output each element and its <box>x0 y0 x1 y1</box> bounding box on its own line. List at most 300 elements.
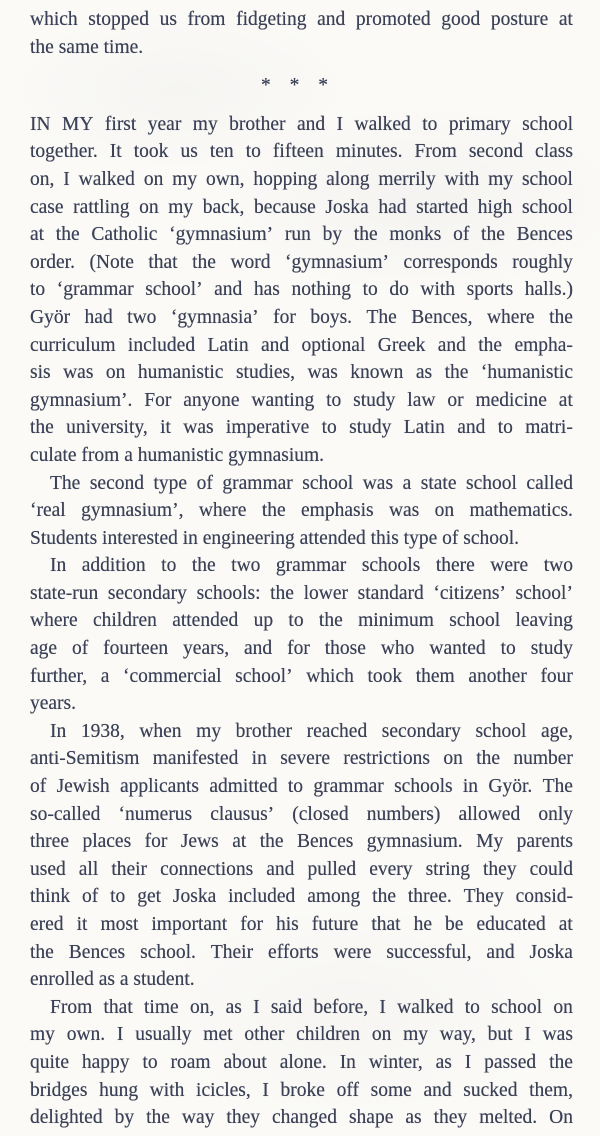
word: case <box>30 196 64 218</box>
word: gymnasium’. <box>30 389 133 411</box>
word: promoted <box>355 9 431 30</box>
word: another <box>468 665 527 687</box>
word: at <box>558 389 573 411</box>
word: the <box>146 1107 170 1129</box>
word: Bences <box>68 941 126 963</box>
word: my <box>192 113 218 135</box>
word: important <box>151 914 228 935</box>
word: their <box>111 858 148 880</box>
word: and <box>437 334 466 356</box>
word: wanting <box>251 389 315 411</box>
word: Joska <box>325 196 369 218</box>
word: and <box>296 113 326 135</box>
word: started <box>416 196 469 218</box>
word: the <box>261 500 286 522</box>
word: on <box>553 996 573 1018</box>
word: along <box>326 168 370 190</box>
word: as <box>415 362 433 384</box>
word: he <box>413 914 433 935</box>
word: university, <box>66 417 148 439</box>
word: ‘grammar <box>56 279 134 301</box>
word: monks <box>389 224 442 246</box>
word: merrily <box>378 168 436 190</box>
word: of <box>30 776 47 798</box>
word: with <box>149 1079 185 1101</box>
word: (closed <box>292 803 349 825</box>
word: to <box>422 113 438 135</box>
word: be <box>445 914 464 935</box>
word: two <box>127 306 157 328</box>
word: roughly <box>512 251 573 273</box>
word: future <box>311 914 359 935</box>
text-line: years. <box>30 693 77 715</box>
word: Latin <box>403 417 445 439</box>
word: ‘gymnasium’ <box>169 224 274 246</box>
word: leaving <box>515 610 573 632</box>
word: on <box>139 196 159 218</box>
word: schools <box>394 776 453 798</box>
word: sports <box>466 279 514 301</box>
word: school <box>521 168 573 190</box>
word: It <box>109 141 122 163</box>
word: met <box>203 1024 233 1046</box>
word: called <box>526 472 573 494</box>
word: was <box>63 362 94 384</box>
word: matri- <box>525 417 573 439</box>
text-line <box>30 138 573 166</box>
word: that <box>371 914 401 935</box>
word: school <box>449 610 501 632</box>
word: three <box>30 831 69 853</box>
word: 1938, <box>80 720 125 742</box>
word: to <box>30 279 46 301</box>
text-line <box>30 911 573 939</box>
word: on <box>143 168 164 190</box>
word: consid- <box>515 886 573 908</box>
word: ered <box>30 914 64 935</box>
text-line <box>30 6 573 34</box>
word: they <box>483 858 517 880</box>
word: string <box>425 858 470 880</box>
word: in <box>462 776 479 798</box>
paragraph <box>30 552 573 718</box>
word: get <box>137 886 162 908</box>
word: as <box>435 1051 452 1073</box>
word: off <box>336 1079 359 1101</box>
word: most <box>100 914 139 935</box>
word: secondary <box>107 582 187 604</box>
word: that <box>148 251 178 273</box>
word: they <box>226 1107 260 1129</box>
word: my <box>403 1024 428 1046</box>
word: own, <box>205 168 245 190</box>
word: at <box>30 224 45 246</box>
word: those <box>324 638 366 660</box>
word: were <box>490 555 529 577</box>
word: connections <box>160 858 254 880</box>
word: The <box>542 776 573 798</box>
word: efforts <box>268 941 319 963</box>
word: walked <box>354 113 411 135</box>
word: my <box>30 1024 55 1046</box>
word: anyone <box>183 389 240 411</box>
word: state-run <box>30 582 99 604</box>
word: with <box>420 279 456 301</box>
word: lower <box>303 582 349 604</box>
word: when <box>139 720 182 742</box>
word: applicants <box>119 776 200 798</box>
word: I <box>336 113 344 135</box>
word: the <box>259 831 284 853</box>
text-line <box>30 801 573 829</box>
word: on <box>434 500 455 522</box>
word: class <box>535 141 573 163</box>
word: order. <box>30 251 75 273</box>
word: year <box>147 113 182 135</box>
word: said <box>270 996 303 1018</box>
word: From <box>414 141 457 163</box>
text-line <box>30 332 573 360</box>
text-line <box>30 718 573 746</box>
word: the <box>30 417 54 439</box>
word: attended <box>172 610 239 632</box>
word: rattling <box>73 196 130 218</box>
word: own. <box>66 1024 106 1046</box>
word: roam <box>170 1051 211 1073</box>
word: was <box>183 417 214 439</box>
word: think <box>30 886 71 908</box>
word: to <box>321 417 337 439</box>
word: brother <box>229 113 286 135</box>
word: walked <box>397 996 454 1018</box>
word: usually <box>135 1024 192 1046</box>
word: and <box>317 9 346 30</box>
word: humanistic <box>137 362 224 384</box>
paragraph <box>30 111 573 470</box>
word: children <box>296 1024 361 1046</box>
word: on <box>371 1024 392 1046</box>
word: together. <box>30 141 98 163</box>
word: to <box>362 279 378 301</box>
word: other <box>244 1024 285 1046</box>
word: number <box>513 748 573 770</box>
word: I <box>379 996 386 1018</box>
word: by <box>322 224 343 246</box>
word: reached <box>306 720 368 742</box>
text-line: enrolled as a student. <box>30 969 195 991</box>
word: numbers) <box>366 803 441 825</box>
word: quite <box>30 1051 69 1073</box>
word: two <box>231 555 261 577</box>
word: state <box>420 472 457 494</box>
word: nothing <box>291 279 352 301</box>
text-line: the same time. <box>30 36 144 58</box>
word: passed <box>484 1051 537 1073</box>
word: my <box>196 720 222 742</box>
word: alone. <box>279 1051 327 1073</box>
word: fourteen <box>103 638 169 660</box>
word: every <box>369 858 413 880</box>
word: fifteen <box>272 141 324 163</box>
text-line <box>30 414 573 442</box>
word: happy <box>81 1051 130 1073</box>
word: and <box>266 858 295 880</box>
word: (Note <box>89 251 134 273</box>
word: study <box>530 638 573 660</box>
word: melted. <box>479 1107 538 1129</box>
word: school <box>302 472 354 494</box>
word: Bences <box>297 831 354 853</box>
word: and <box>423 1079 452 1101</box>
word: gymnasium’, <box>81 500 184 522</box>
text-line <box>30 635 573 663</box>
word: school <box>465 472 517 494</box>
word: the <box>478 334 503 356</box>
word: Bences, <box>411 306 473 328</box>
word: run <box>284 224 311 246</box>
word: minutes. <box>335 141 403 163</box>
word: school. <box>140 941 196 963</box>
word: before, <box>313 996 369 1018</box>
word: them, <box>529 1079 573 1101</box>
word: I <box>464 1051 472 1073</box>
word: In <box>339 1051 356 1073</box>
word: it <box>76 914 88 935</box>
text-line <box>30 276 573 304</box>
word: I <box>262 1079 269 1101</box>
word: of <box>81 886 99 908</box>
word: time <box>144 996 179 1018</box>
word: allowed <box>458 803 521 825</box>
word: was <box>542 1024 573 1046</box>
word: way <box>181 1107 215 1129</box>
word: places <box>82 831 132 853</box>
word: Greek <box>377 334 426 356</box>
word: restrictions <box>343 748 430 770</box>
text-line <box>30 470 573 498</box>
word: the <box>192 251 216 273</box>
word: brother <box>235 720 292 742</box>
word: at <box>232 831 247 853</box>
word: parents <box>516 831 573 853</box>
word: included <box>228 886 296 908</box>
text-line <box>30 828 573 856</box>
word: but <box>487 1024 513 1046</box>
word: second <box>468 141 523 163</box>
word: changed <box>271 1107 337 1129</box>
word: Jews <box>180 831 219 853</box>
word: hung <box>99 1079 139 1101</box>
word: on <box>105 362 126 384</box>
word: walked <box>78 168 135 190</box>
word: grammar <box>313 776 384 798</box>
word: ‘gymnasia’ <box>170 306 259 328</box>
word: the <box>30 941 54 963</box>
word: took <box>367 665 403 687</box>
word: Their <box>210 941 254 963</box>
paragraph <box>30 6 573 61</box>
word: delighted <box>30 1107 103 1129</box>
word: ‘numerus <box>118 803 193 825</box>
word: mathematics. <box>469 500 573 522</box>
word: for <box>273 306 296 328</box>
word: On <box>549 1107 573 1129</box>
word: ‘commercial <box>123 665 222 687</box>
word: severe <box>280 748 330 770</box>
word: was <box>388 500 420 522</box>
word: at <box>558 914 573 935</box>
word: and <box>214 279 243 301</box>
word: studies, <box>235 362 295 384</box>
text-line <box>30 883 573 911</box>
word: to <box>464 996 480 1018</box>
word: do <box>389 279 409 301</box>
word: ‘gymnasium’ <box>285 251 389 273</box>
word: about <box>223 1051 267 1073</box>
text-line <box>30 497 573 525</box>
word: ten <box>209 141 234 163</box>
word: from <box>187 9 226 30</box>
word: the <box>549 306 573 328</box>
word: so-called <box>30 803 101 825</box>
word: them <box>415 665 455 687</box>
word: used <box>30 858 66 880</box>
word: only <box>538 803 573 825</box>
text-line <box>30 663 573 691</box>
word: the <box>318 610 343 632</box>
text-line <box>30 359 573 387</box>
word: that <box>103 996 133 1018</box>
text-line <box>30 939 573 967</box>
word: pulled <box>307 858 357 880</box>
word: schools <box>361 555 421 577</box>
word: the <box>270 582 294 604</box>
word: halls.) <box>524 279 573 301</box>
word: medicine <box>475 389 547 411</box>
word: to <box>497 417 513 439</box>
word: included <box>127 334 196 356</box>
word: For <box>144 389 172 411</box>
word: shape <box>348 1107 394 1129</box>
word: in <box>251 748 267 770</box>
word: first <box>104 113 137 135</box>
word: I <box>63 168 70 190</box>
word: us <box>159 9 177 30</box>
word: bridges <box>30 1079 88 1101</box>
word: second <box>89 472 144 494</box>
word: it <box>160 417 171 439</box>
word: way, <box>439 1024 476 1046</box>
word: which <box>306 665 354 687</box>
word: has <box>253 279 280 301</box>
word: the <box>55 224 80 246</box>
word: Györ. <box>488 776 533 798</box>
word: Györ <box>30 306 71 328</box>
word: school <box>475 720 527 742</box>
word: hopping <box>253 168 318 190</box>
paragraph <box>30 994 573 1132</box>
word: could <box>529 858 573 880</box>
word: In <box>50 555 67 577</box>
word: school’ <box>145 279 203 301</box>
word: was <box>307 362 338 384</box>
word: who <box>380 638 415 660</box>
text-line <box>30 994 573 1022</box>
text-line <box>30 1049 573 1077</box>
word: admitted <box>209 776 278 798</box>
word: school’ <box>515 582 573 604</box>
word: successful, <box>386 941 472 963</box>
word: I <box>524 1024 531 1046</box>
word: anti-Semitism <box>30 748 140 770</box>
word: had <box>378 196 407 218</box>
word: high <box>477 196 513 218</box>
word: my <box>168 196 194 218</box>
word: school <box>522 113 573 135</box>
word: grammar <box>222 472 293 494</box>
word: They <box>463 886 504 908</box>
word: because <box>254 196 316 218</box>
word: schools: <box>196 582 261 604</box>
word: of <box>196 472 213 494</box>
word: the <box>476 748 501 770</box>
word: wanted <box>429 638 486 660</box>
word: at <box>558 9 573 30</box>
word: broke <box>280 1079 325 1101</box>
word: my <box>172 168 198 190</box>
word: age <box>30 638 58 660</box>
word: among <box>307 886 361 908</box>
word: as <box>405 1107 422 1129</box>
word: the <box>444 362 469 384</box>
text-line <box>30 166 573 194</box>
text-line <box>30 1021 573 1049</box>
word: Latin <box>207 334 249 356</box>
word: further, <box>30 665 88 687</box>
word: were <box>333 941 372 963</box>
word: secondary <box>381 720 461 742</box>
word: empha- <box>514 334 573 356</box>
word: icicles, <box>196 1079 251 1101</box>
word: curriculum <box>30 334 116 356</box>
word: the <box>191 555 216 577</box>
word: manifested <box>152 748 239 770</box>
text-line <box>30 221 573 249</box>
text-line <box>30 194 573 222</box>
word: Jewish <box>56 776 110 798</box>
word: imperative <box>225 417 310 439</box>
word: of <box>71 638 89 660</box>
text-line <box>30 387 573 415</box>
word: study <box>353 389 396 411</box>
word: primary <box>448 113 511 135</box>
word: to <box>288 610 304 632</box>
word: addition <box>81 555 146 577</box>
word: children <box>92 610 157 632</box>
section-separator: * * * <box>261 75 335 97</box>
word: word <box>230 251 271 273</box>
word: to <box>287 776 304 798</box>
word: and <box>260 334 290 356</box>
word: school’ <box>235 665 293 687</box>
word: age, <box>540 720 573 742</box>
word: known <box>350 362 404 384</box>
word: ‘humanistic <box>480 362 573 384</box>
word: to <box>161 555 177 577</box>
word: fidgeting <box>236 9 307 30</box>
word: or <box>447 389 464 411</box>
text-line <box>30 745 573 773</box>
